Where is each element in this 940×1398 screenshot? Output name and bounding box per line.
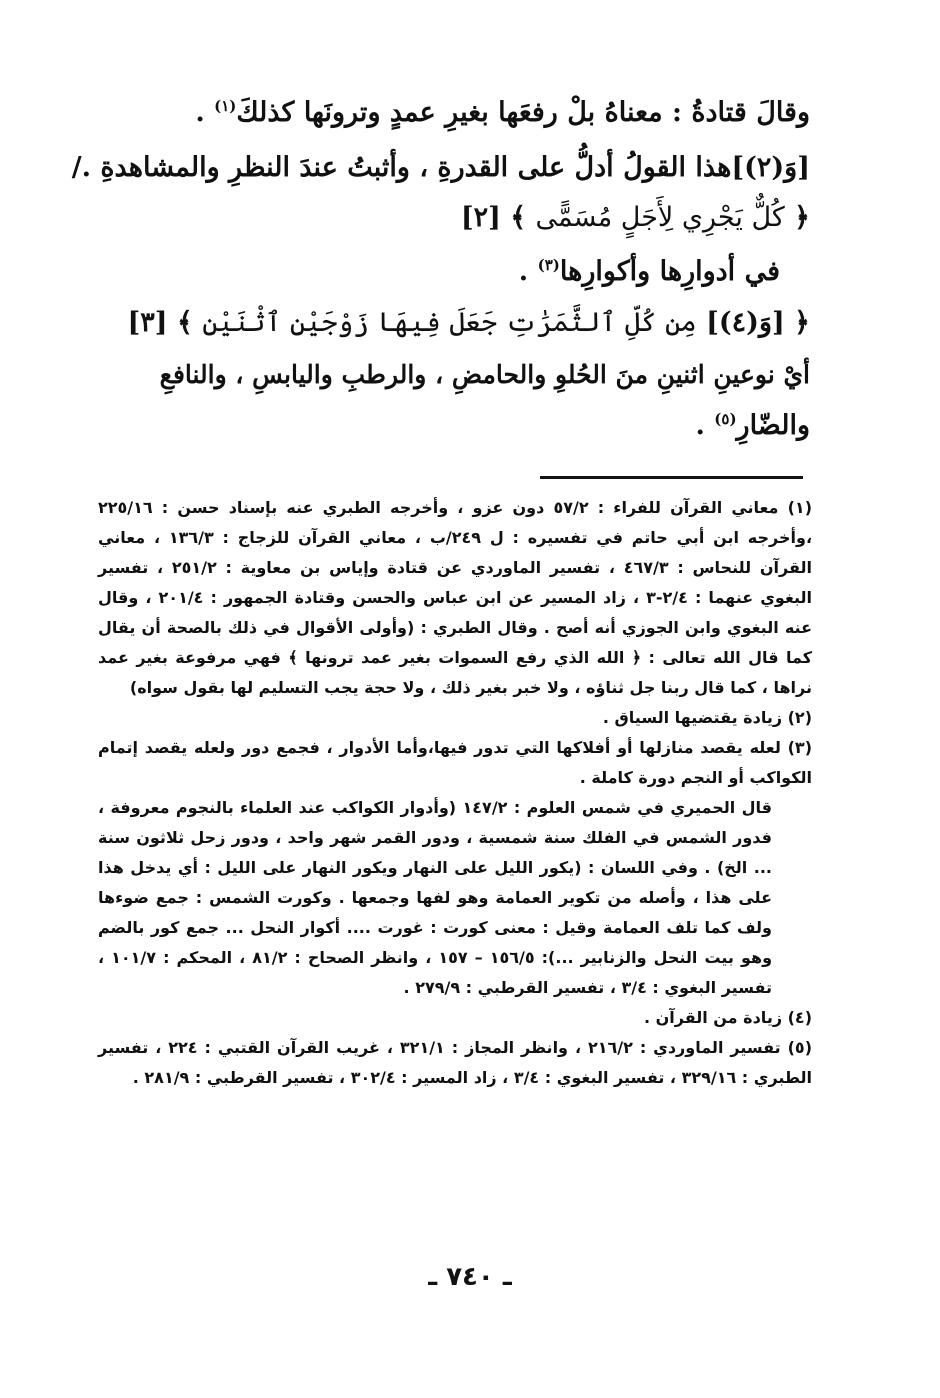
verse-line-2 [95,305,810,341]
footnote-1: (١) معاني القرآن للفراء : ٥٧/٢ دون عزو ، وأخرجه الطبري عنه بإسناد حسن : ٢٢٥/١٦ ،وأخرجه ابن أبي حاتم في تفسيره : ل ٢٤٩/ب ، معاني القرآن للزجاج : ١٣٦/٣ ، معاني القرآن للنحاس : ٤٦٧/٣ ، تفسير الماوردي عن قتادة وإياس بن معاوية : ٢٥١/٢ ، تفسير البغوي عنهما : ٢/٤-٣ ، زاد المسير عن ابن عباس والحسن وقتادة الجمهور : ٢٠١/٤ ، وقال عنه البغوي وابن الجوزي أنه أصح . وقال الطبري : (وأولى الأقوال في ذلك بالصحة أن يقال كما قال الله تعالى : ﴿ الله الذي رفع السموات بغير عمد ترونها ﴾ فهي مرفوعة بغير عمد نراها ، كما قال ربنا جل ثناؤه ، ولا خبر بغير ذلك ، ولا حجة يجب التسليم لها بقول سواه) [98,498,813,697]
footnote-ref: (٣) [537,256,560,274]
verse-number: [٣] [127,307,168,338]
footnote-3: (٣) لعله يقصد منازلها أو أفلاكها التي تدور فيها،وأما الأدوار ، فجمع دور ولعله يقصد إتمام الكواكب أو النجم دورة كاملة . [98,738,812,787]
main-text: وقالَ قتادةُ : معناهُ بلْ رفعَها بغيرِ عمدٍ وترونَها كذلكَ [236,97,810,128]
main-text: في أدوارِها وأكوارِها [559,256,780,287]
footnote-4: (٤) زيادة من القرآن . [643,1008,812,1027]
verse-open-bracket: ﴿ [794,202,810,233]
verse-prefix: [وَ(٤)] [706,307,785,338]
main-text: والضّارِ [736,410,810,441]
footnotes [98,493,812,1093]
footnote-3-continued: قال الحميري في شمس العلوم : ١٤٧/٢ (وأدوار الكواكب عند العلماء بالنجوم معروفة ، فدور الشمس في الفلك سنة شمسية ، ودور القمر شهر واحد ، ودور زحل ثلاثون سنة ... الخ) . وفي اللسان : (يكور الليل على النهار ويكور النهار على الليل : أي يدخل هذا على هذا ، وأصله من تكوير العمامة وهو لفها وجمعها . وكورت الشمس : جمع ضوءها ولف كما تلف العمامة وقيل : معنى كورت : غورت .... أكوار النحل ... جمع كور بالضم وهو بيت النحل والزنابير ...): ١٥٦/٥ – ١٥٧ ، وانظر الصحاح : ٨١/٢ ، المحكم : ١٠١/٧ ، تفسير البغوي : ٣/٤ ، تفسير القرطبي : ٢٧٩/٩ . [98,798,773,997]
quran-verse: مِن كُلِّ ٱلثَّمَرَٰتِ جَعَلَ فِيهَا زَوْجَيْنِ ٱثْنَيْنِ [202,307,697,338]
footnote-2: (٢) زيادة يقتضيها السياق . [602,708,812,727]
verse-line-1 [95,200,810,236]
quran-verse: كُلٌّ يَجْرِي لِأَجَلٍ مُسَمًّى [535,202,785,233]
main-line-7: والضّارِ$^{(٥)}$ . [695,410,810,441]
footnote-separator [540,476,803,479]
main-line-4: في أدوارِها وأكوارِها$^{(٣)}$ . [95,254,810,290]
footnote-ref: (١) [214,97,237,115]
main-text: [وَ(٢)]هذا القولُ أدلُّ على القدرةِ ، وأثبتُ عندَ النظرِ والمشاهدةِ ./ [71,152,810,183]
footnote-5: (٥) تفسير الماوردي : ٢١٦/٢ ، وانظر المجاز : ٣٢١/١ ، غريب القرآن القتبي : ٢٢٤ ، تفسير الطبري : ٣٢٩/١٦ ، تفسير البغوي : ٣/٤ ، زاد المسير : ٣٠٢/٤ ، تفسير القرطبي : ٢٨١/٩ . [98,1038,812,1087]
verse-close-bracket: ﴾ [176,307,193,338]
verse-close-bracket: ﴾ [510,202,527,233]
main-line-1: وقالَ قتادةُ : معناهُ بلْ رفعَها بغيرِ عمدٍ وترونَها كذلكَ$^{(١)}$ . [195,97,810,128]
main-line-6 [95,358,810,392]
main-line-2 [71,150,810,186]
verse-number: [٢] [460,202,501,233]
footnote-ref: (٥) [714,410,737,428]
verse-prefix-bracket: ﴿ [794,307,810,338]
page-number: ـ ٧٤٠ ـ [428,1262,512,1292]
main-text: أيْ نوعينِ اثنينِ منَ الحُلوِ والحامضِ ، والرطبِ واليابسِ ، والنافعِ [159,360,810,389]
